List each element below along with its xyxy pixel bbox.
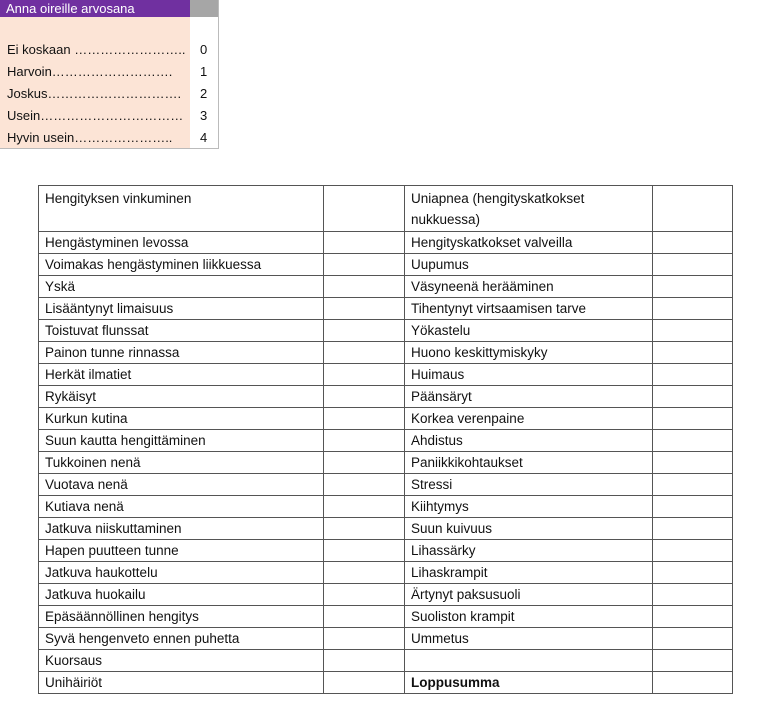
symptom-left: Kuorsaus (39, 650, 324, 672)
score-cell-right[interactable] (653, 364, 733, 386)
symptom-right: Lihaskrampit (405, 562, 653, 584)
symptom-right: Huimaus (405, 364, 653, 386)
total-cell[interactable] (653, 672, 733, 694)
table-row (39, 474, 733, 496)
score-cell-left[interactable] (324, 186, 405, 232)
score-cell-right[interactable] (653, 386, 733, 408)
symptom-left: Syvä hengenveto ennen puhetta (39, 628, 324, 650)
legend-label: Usein…………………………… (7, 108, 184, 123)
symptom-right: Lihassärky (405, 540, 653, 562)
score-cell-right[interactable] (653, 408, 733, 430)
symptom-table (38, 185, 733, 694)
symptom-left: Toistuvat flunssat (39, 320, 324, 342)
legend-label: Joskus…………………………. (7, 86, 182, 101)
symptom-right: Ummetus (405, 628, 653, 650)
score-cell-left[interactable] (324, 430, 405, 452)
table-row (39, 364, 733, 386)
symptom-left: Yskä (39, 276, 324, 298)
score-cell-right[interactable] (653, 474, 733, 496)
symptom-left: Painon tunne rinnassa (39, 342, 324, 364)
symptom-left: Tukkoinen nenä (39, 452, 324, 474)
score-cell-right[interactable] (653, 430, 733, 452)
table-row (39, 584, 733, 606)
legend-item (7, 61, 212, 83)
table-row (39, 342, 733, 364)
score-cell-left[interactable] (324, 540, 405, 562)
table-row (39, 298, 733, 320)
score-cell-right[interactable] (653, 562, 733, 584)
symptom-right: Stressi (405, 474, 653, 496)
score-cell-right[interactable] (653, 452, 733, 474)
table-row (39, 496, 733, 518)
legend-value: 3 (200, 108, 208, 123)
table-row (39, 254, 733, 276)
symptom-right: Huono keskittymiskyky (405, 342, 653, 364)
symptom-right: Suoliston krampit (405, 606, 653, 628)
symptom-left: Jatkuva niiskuttaminen (39, 518, 324, 540)
score-cell-left[interactable] (324, 474, 405, 496)
score-cell-right[interactable] (653, 650, 733, 672)
symptom-right: Yökastelu (405, 320, 653, 342)
symptom-right (405, 650, 653, 672)
table-row (39, 386, 733, 408)
score-cell-right[interactable] (653, 584, 733, 606)
score-cell-left[interactable] (324, 386, 405, 408)
symptom-right: Väsyneenä herääminen (405, 276, 653, 298)
score-cell-right[interactable] (653, 320, 733, 342)
table-row (39, 186, 733, 232)
score-cell-left[interactable] (324, 342, 405, 364)
table-row (39, 452, 733, 474)
score-cell-left[interactable] (324, 298, 405, 320)
legend-value: 4 (200, 130, 208, 145)
legend-value: 2 (200, 86, 208, 101)
score-cell-right[interactable] (653, 342, 733, 364)
legend-item (7, 105, 212, 127)
symptom-left: Suun kautta hengittäminen (39, 430, 324, 452)
score-cell-right[interactable] (653, 496, 733, 518)
table-row (39, 606, 733, 628)
score-cell-left[interactable] (324, 518, 405, 540)
legend-item (7, 127, 212, 149)
symptom-right: Paniikkikohtaukset (405, 452, 653, 474)
symptom-right: Uupumus (405, 254, 653, 276)
score-cell-left[interactable] (324, 650, 405, 672)
legend-label: Ei koskaan …………………….. (7, 42, 186, 57)
score-cell-left[interactable] (324, 562, 405, 584)
symptom-left: Rykäisyt (39, 386, 324, 408)
symptom-right: Suun kuivuus (405, 518, 653, 540)
score-cell-right[interactable] (653, 186, 733, 232)
symptom-left: Jatkuva huokailu (39, 584, 324, 606)
score-cell-left[interactable] (324, 254, 405, 276)
score-cell-right[interactable] (653, 276, 733, 298)
table-row (39, 518, 733, 540)
symptom-right: Ahdistus (405, 430, 653, 452)
symptom-left: Hapen puutteen tunne (39, 540, 324, 562)
symptom-left: Kutiava nenä (39, 496, 324, 518)
symptom-left: Jatkuva haukottelu (39, 562, 324, 584)
score-cell-right[interactable] (653, 298, 733, 320)
table-row (39, 650, 733, 672)
score-cell-right[interactable] (653, 540, 733, 562)
score-cell-right[interactable] (653, 254, 733, 276)
score-cell-right[interactable] (653, 628, 733, 650)
score-cell-left[interactable] (324, 628, 405, 650)
score-cell-left[interactable] (324, 320, 405, 342)
legend-value: 0 (200, 42, 208, 57)
table-row (39, 540, 733, 562)
symptom-right: Uniapnea (hengityskatkokset nukkuessa) (405, 186, 653, 232)
symptom-right: Korkea verenpaine (405, 408, 653, 430)
symptom-right: Hengityskatkokset valveilla (405, 232, 653, 254)
table-row (39, 320, 733, 342)
symptom-left: Kurkun kutina (39, 408, 324, 430)
legend-header-cell (190, 0, 218, 17)
symptom-left: Hengästyminen levossa (39, 232, 324, 254)
table-row (39, 430, 733, 452)
symptom-left: Unihäiriöt (39, 672, 324, 694)
legend-value: 1 (200, 64, 208, 79)
score-cell-left[interactable] (324, 606, 405, 628)
score-cell-right[interactable] (653, 606, 733, 628)
table-row (39, 672, 733, 694)
legend-item (7, 83, 212, 105)
score-cell-left[interactable] (324, 364, 405, 386)
score-cell-left[interactable] (324, 496, 405, 518)
total-label: Loppusumma (405, 672, 653, 694)
legend-label: Harvoin………………………. (7, 64, 173, 79)
symptom-left: Lisääntynyt limaisuus (39, 298, 324, 320)
symptom-left: Epäsäännöllinen hengitys (39, 606, 324, 628)
symptom-right: Kiihtymys (405, 496, 653, 518)
score-cell-left[interactable] (324, 584, 405, 606)
table-row (39, 276, 733, 298)
score-cell-right[interactable] (653, 518, 733, 540)
table-row (39, 628, 733, 650)
symptom-right: Päänsäryt (405, 386, 653, 408)
symptom-left: Hengityksen vinkuminen (39, 186, 324, 232)
table-row (39, 562, 733, 584)
symptom-left: Voimakas hengästyminen liikkuessa (39, 254, 324, 276)
symptom-right: Ärtynyt paksusuoli (405, 584, 653, 606)
score-cell-left[interactable] (324, 408, 405, 430)
table-row (39, 408, 733, 430)
symptom-left: Herkät ilmatiet (39, 364, 324, 386)
score-cell-left[interactable] (324, 672, 405, 694)
score-cell-right[interactable] (653, 232, 733, 254)
table-row (39, 232, 733, 254)
symptom-left: Vuotava nenä (39, 474, 324, 496)
symptom-right: Tihentynyt virtsaamisen tarve (405, 298, 653, 320)
legend-label: Hyvin usein………………….. (7, 130, 173, 145)
score-cell-left[interactable] (324, 452, 405, 474)
legend-item (7, 39, 212, 61)
score-cell-left[interactable] (324, 232, 405, 254)
score-cell-left[interactable] (324, 276, 405, 298)
legend-title: Anna oireille arvosana (0, 0, 190, 17)
rating-legend (0, 0, 219, 149)
